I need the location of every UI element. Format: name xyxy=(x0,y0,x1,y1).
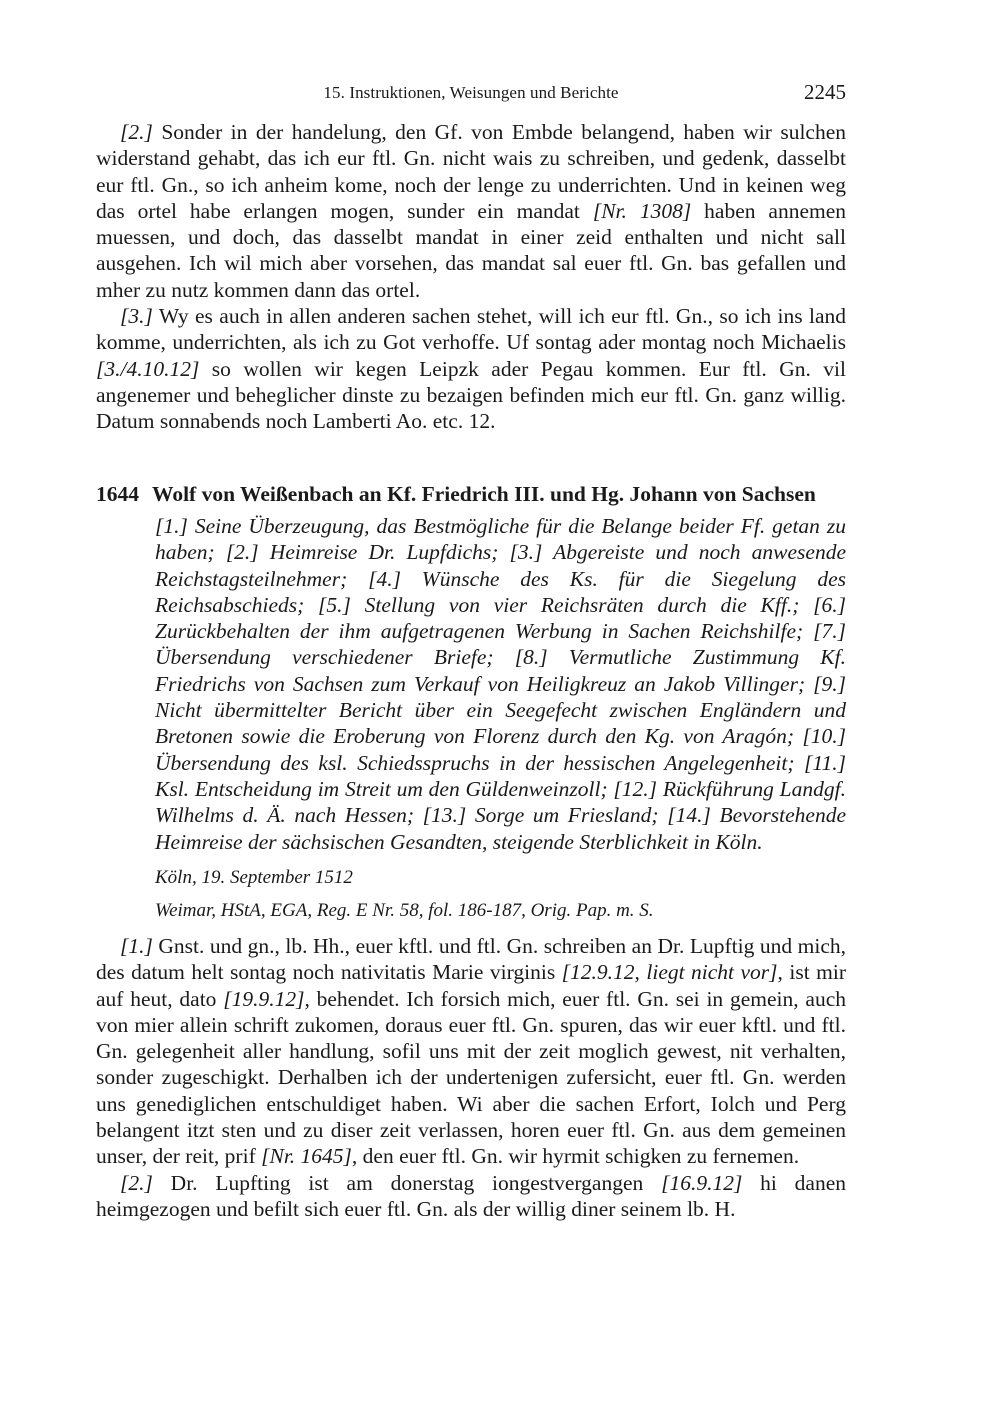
text-run: Sonder in der handelung, den Gf. von Embde belangend, haben wir sulchen widerstand gehabt, das ich eur ftl. Gn. nicht wais zu schreiben, und gedenk, dasselbt eur ftl. Gn., so ich anheim kome, noch der lenge zu underrichten. Und in keinen weg das ortel habe erlangen mogen, sunder ein mandat xyxy=(96,120,846,223)
text-run: , den euer ftl. Gn. wir hyrmit schigken zu fernemen. xyxy=(351,1144,800,1169)
paragraph xyxy=(96,303,846,434)
document-regest: [1.] Seine Überzeugung, das Bestmögliche für die Belange beider Ff. getan zu haben; [2.] Heimreise Dr. Lupfdichs; [3.] Abgereiste und noch anwesende Reichstagsteilnehmer; [4.] Wünsche des Ks. für die Siegelung des Reichsabschieds; [5.] Stellung von vier Reichsräten durch die Kff.; [6.] Zurückbehalten der ihm aufgetragenen Werbung in Sachen Reichshilfe; [7.] Übersendung verschiedener Briefe; [8.] Vermutliche Zustimmung Kf. Friedrichs von Sachsen zum Verkauf von Heiligkreuz an Jakob Villinger; [9.] Nicht übermittelter Bericht über ein Seegefecht zwischen Engländern und Bretonen sowie die Eroberung von Florenz durch den Kg. von Aragón; [10.] Übersendung des ksl. Schiedsspruchs in der hessischen Angelegenheit; [11.] Ksl. Entscheidung im Streit um den Güldenweinzoll; [12.] Rückführung Landgf. Wilhelms d. Ä. nach Hessen; [13.] Sorge um Friesland; [14.] Bevorstehende Heimreise der sächsischen Gesandten, steigende Sterblichkeit in Köln. xyxy=(155,514,846,854)
paragraph xyxy=(96,1170,846,1223)
text-run: , ist mir auf heut, dato xyxy=(96,960,846,1011)
text-run: haben annemen muessen, und doch, das dasselbt mandat in einer zeid enthalten und nicht sall ausgehen. Ich wil mich aber vorsehen, das mandat sal euer ftl. Gn. bas gefallen und mher zu nutz kommen dann das ortel. xyxy=(96,198,847,302)
text-run: Wy es auch in allen anderen sachen stehet, will ich eur ftl. Gn., so ich ins land komme, underrichten, als ich zu Got verhoffe. Uf sontag ader montag noch Michaelis xyxy=(96,304,846,355)
date-annotation: [3./4.10.12] xyxy=(96,356,200,381)
letter-text xyxy=(96,933,846,1222)
paragraph xyxy=(96,119,846,303)
date-annotation: [12.9.12, liegt nicht vor] xyxy=(561,960,778,985)
document-heading xyxy=(96,482,856,507)
text-run: Dr. Lupfting ist am donerstag iongestvergangen xyxy=(152,1170,662,1195)
document-title: Wolf von Weißenbach an Kf. Friedrich III. und Hg. Johann von Sachsen xyxy=(152,482,816,506)
cross-reference: [Nr. 1645] xyxy=(261,1144,352,1169)
paragraph-marker: [1.] xyxy=(120,934,153,958)
text-run: , behendet. Ich forsich mich, euer ftl. Gn. sei in gemein, auch von mier allein schrift zukomen, doraus euer ftl. Gn. spuren, das wir euer kftl. und ftl. Gn. gelegenheit aller handlung, sofil uns mit der zeit moglich gewest, nit verhalten, sonder zugeschigkt. Derhalben ich der undertenigen zufersicht, euer ftl. Gn. werden uns genediglichen entschuldiget haben. Wi aber die sachen Erfort, Iolch und Perg belangent itzt sten und zu diser zeit verlassen, horen euer ftl. Gn. aus dem gemeinen unser, der reit, prif xyxy=(96,986,846,1169)
paragraph-marker: [2.] xyxy=(120,120,153,144)
letter-text-continued xyxy=(96,119,846,435)
running-head xyxy=(96,80,846,110)
text-run: so wollen wir kegen Leipzk ader Pegau kommen. Eur ftl. Gn. vil angenemer und beheglicher dinste zu bezaigen befinden mich eur ftl. Gn. ganz willig. Datum sonnabends noch Lamberti Ao. etc. 12. xyxy=(96,356,846,434)
date-annotation: [19.9.12] xyxy=(223,986,305,1011)
cross-reference: [Nr. 1308] xyxy=(592,198,692,223)
paragraph xyxy=(96,933,846,1170)
paragraph-marker: [3.] xyxy=(120,304,153,329)
text-run: hi danen heimgezogen und befilt sich euer ftl. Gn. als der willig diner seinem lb. H. xyxy=(96,1170,846,1221)
running-title: 15. Instruktionen, Weisungen und Berichte xyxy=(323,83,619,102)
paragraph-marker: [2.] xyxy=(120,1170,153,1195)
text-run: Gnst. und gn., lb. Hh., euer kftl. und ftl. Gn. schreiben an Dr. Lupftig und mich, des datum helt sontag noch nativitatis Marie virginis xyxy=(96,934,846,985)
page-number: 2245 xyxy=(804,80,846,104)
date-annotation: [16.9.12] xyxy=(661,1170,743,1195)
document-number: 1644 xyxy=(96,482,139,506)
archival-source: Weimar, HStA, EGA, Reg. E Nr. 58, fol. 186-187, Orig. Pap. m. S. xyxy=(155,900,654,921)
place-date: Köln, 19. September 1512 xyxy=(155,867,353,888)
